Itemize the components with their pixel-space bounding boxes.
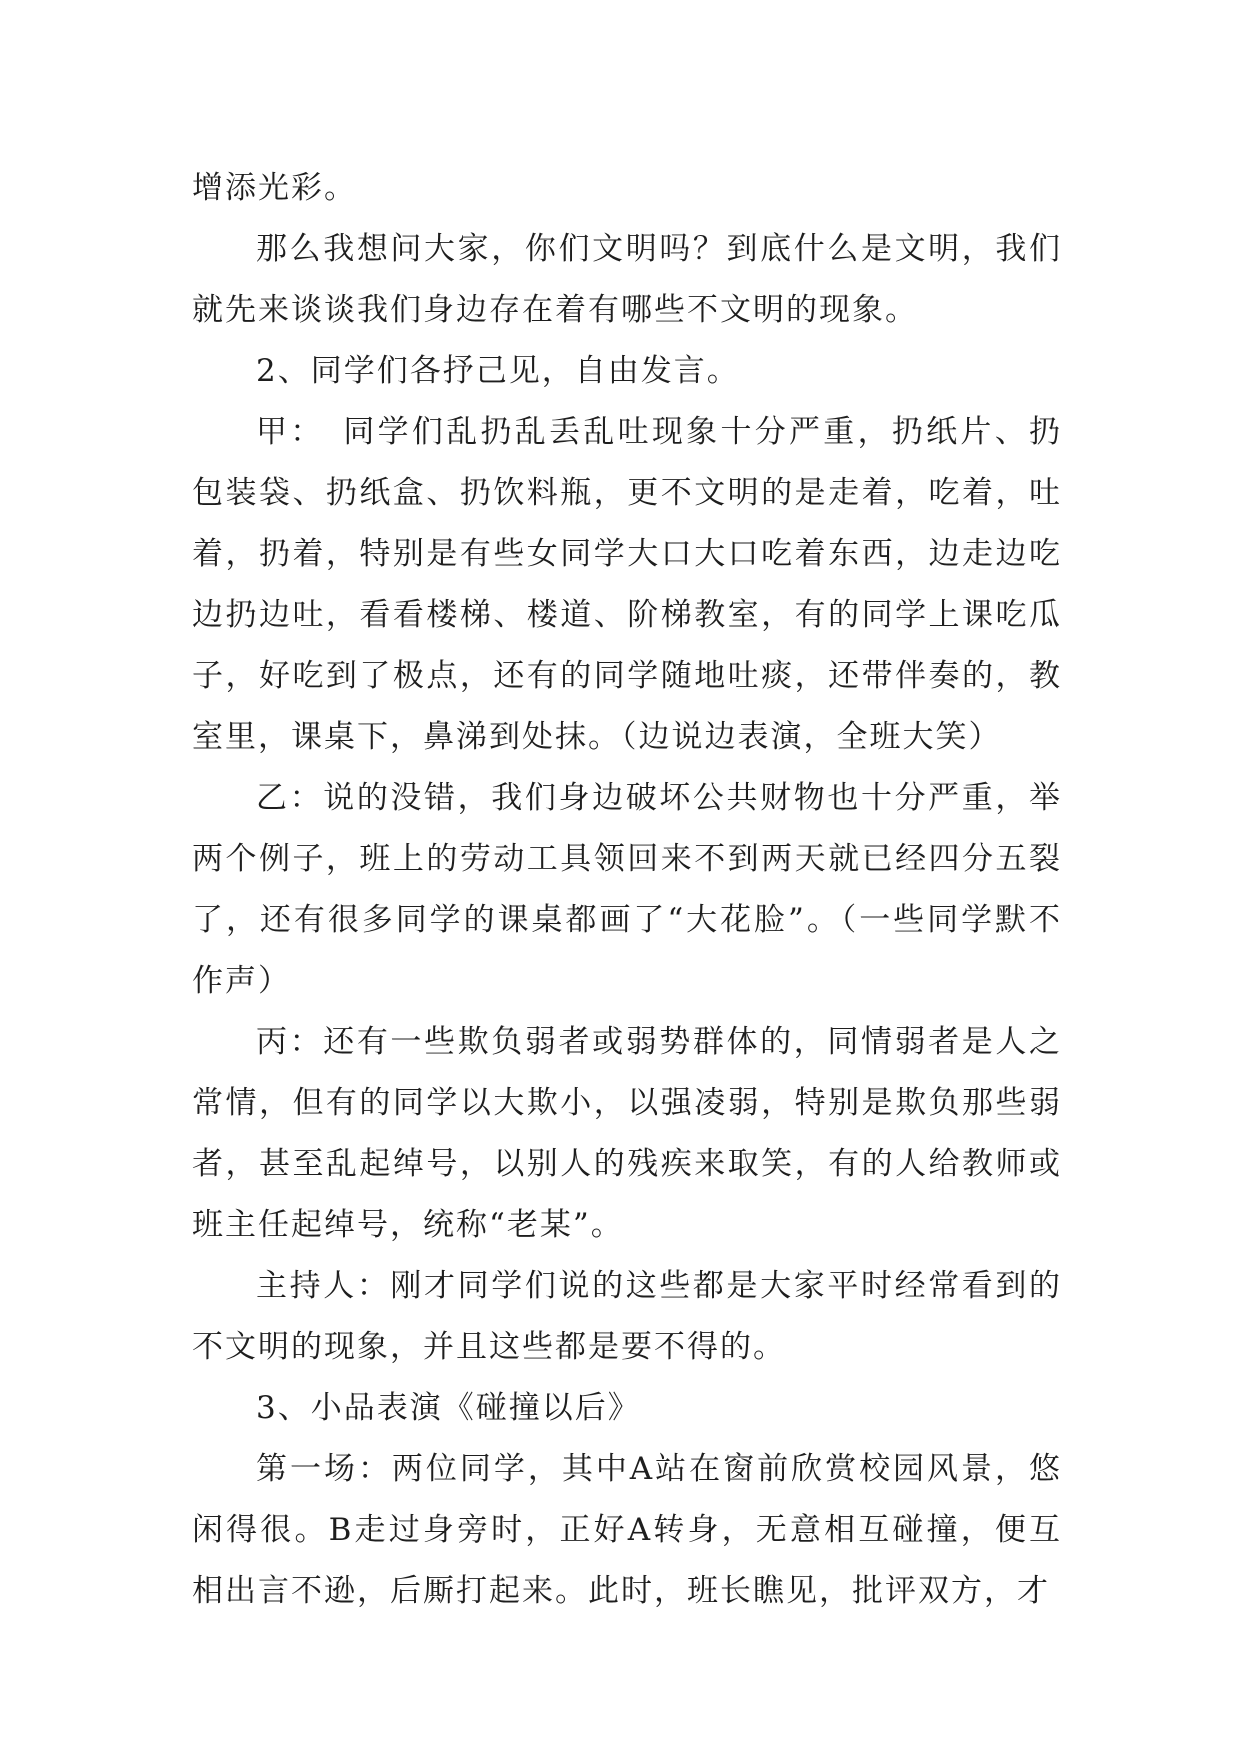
- paragraph-question: 那么我想问大家，你们文明吗？到底什么是文明，我们就先来谈谈我们身边存在着有哪些不文明的现象。: [192, 231, 1062, 328]
- section-heading-3: 3、小品表演《碰撞以后》: [256, 1390, 641, 1426]
- paragraph-speaker-jia: 甲： 同学们乱扔乱丢乱吐现象十分严重，扔纸片、扔包装袋、扔纸盒、扔饮料瓶，更不文明的是走着，吃着，吐着，扔着，特别是有些女同学大口大口吃着东西，边走边吃边扔边吐，看看楼梯、楼道、阶梯教室，有的同学上课吃瓜子，好吃到了极点，还有的同学随地吐痰，还带伴奏的，教室里，课桌下，鼻涕到处抹。（边说边表演，全班大笑）: [192, 414, 1062, 755]
- section-heading-2: 2、同学们各抒己见，自由发言。: [256, 353, 740, 389]
- document-body: [192, 158, 1062, 1622]
- paragraph-speaker-yi: 乙：说的没错，我们身边破坏公共财物也十分严重，举两个例子，班上的劳动工具领回来不到两天就已经四分五裂了，还有很多同学的课桌都画了“大花脸”。（一些同学默不作声）: [192, 780, 1062, 999]
- paragraph-speaker-bing: 丙：还有一些欺负弱者或弱势群体的，同情弱者是人之常情，但有的同学以大欺小，以强凌弱，特别是欺负那些弱者，甚至乱起绰号，以别人的残疾来取笑，有的人给教师或班主任起绰号，统称“老某”。: [192, 1024, 1062, 1243]
- paragraph-continuation: 增添光彩。: [192, 170, 357, 206]
- paragraph-host: 主持人：刚才同学们说的这些都是大家平时经常看到的不文明的现象，并且这些都是要不得的。: [192, 1268, 1062, 1365]
- paragraph-scene-one: 第一场：两位同学，其中A站在窗前欣赏校园风景，悠闲得很。B走过身旁时，正好A转身，无意相互碰撞，便互相出言不逊，后厮打起来。此时，班长瞧见，批评双方，才: [192, 1451, 1062, 1609]
